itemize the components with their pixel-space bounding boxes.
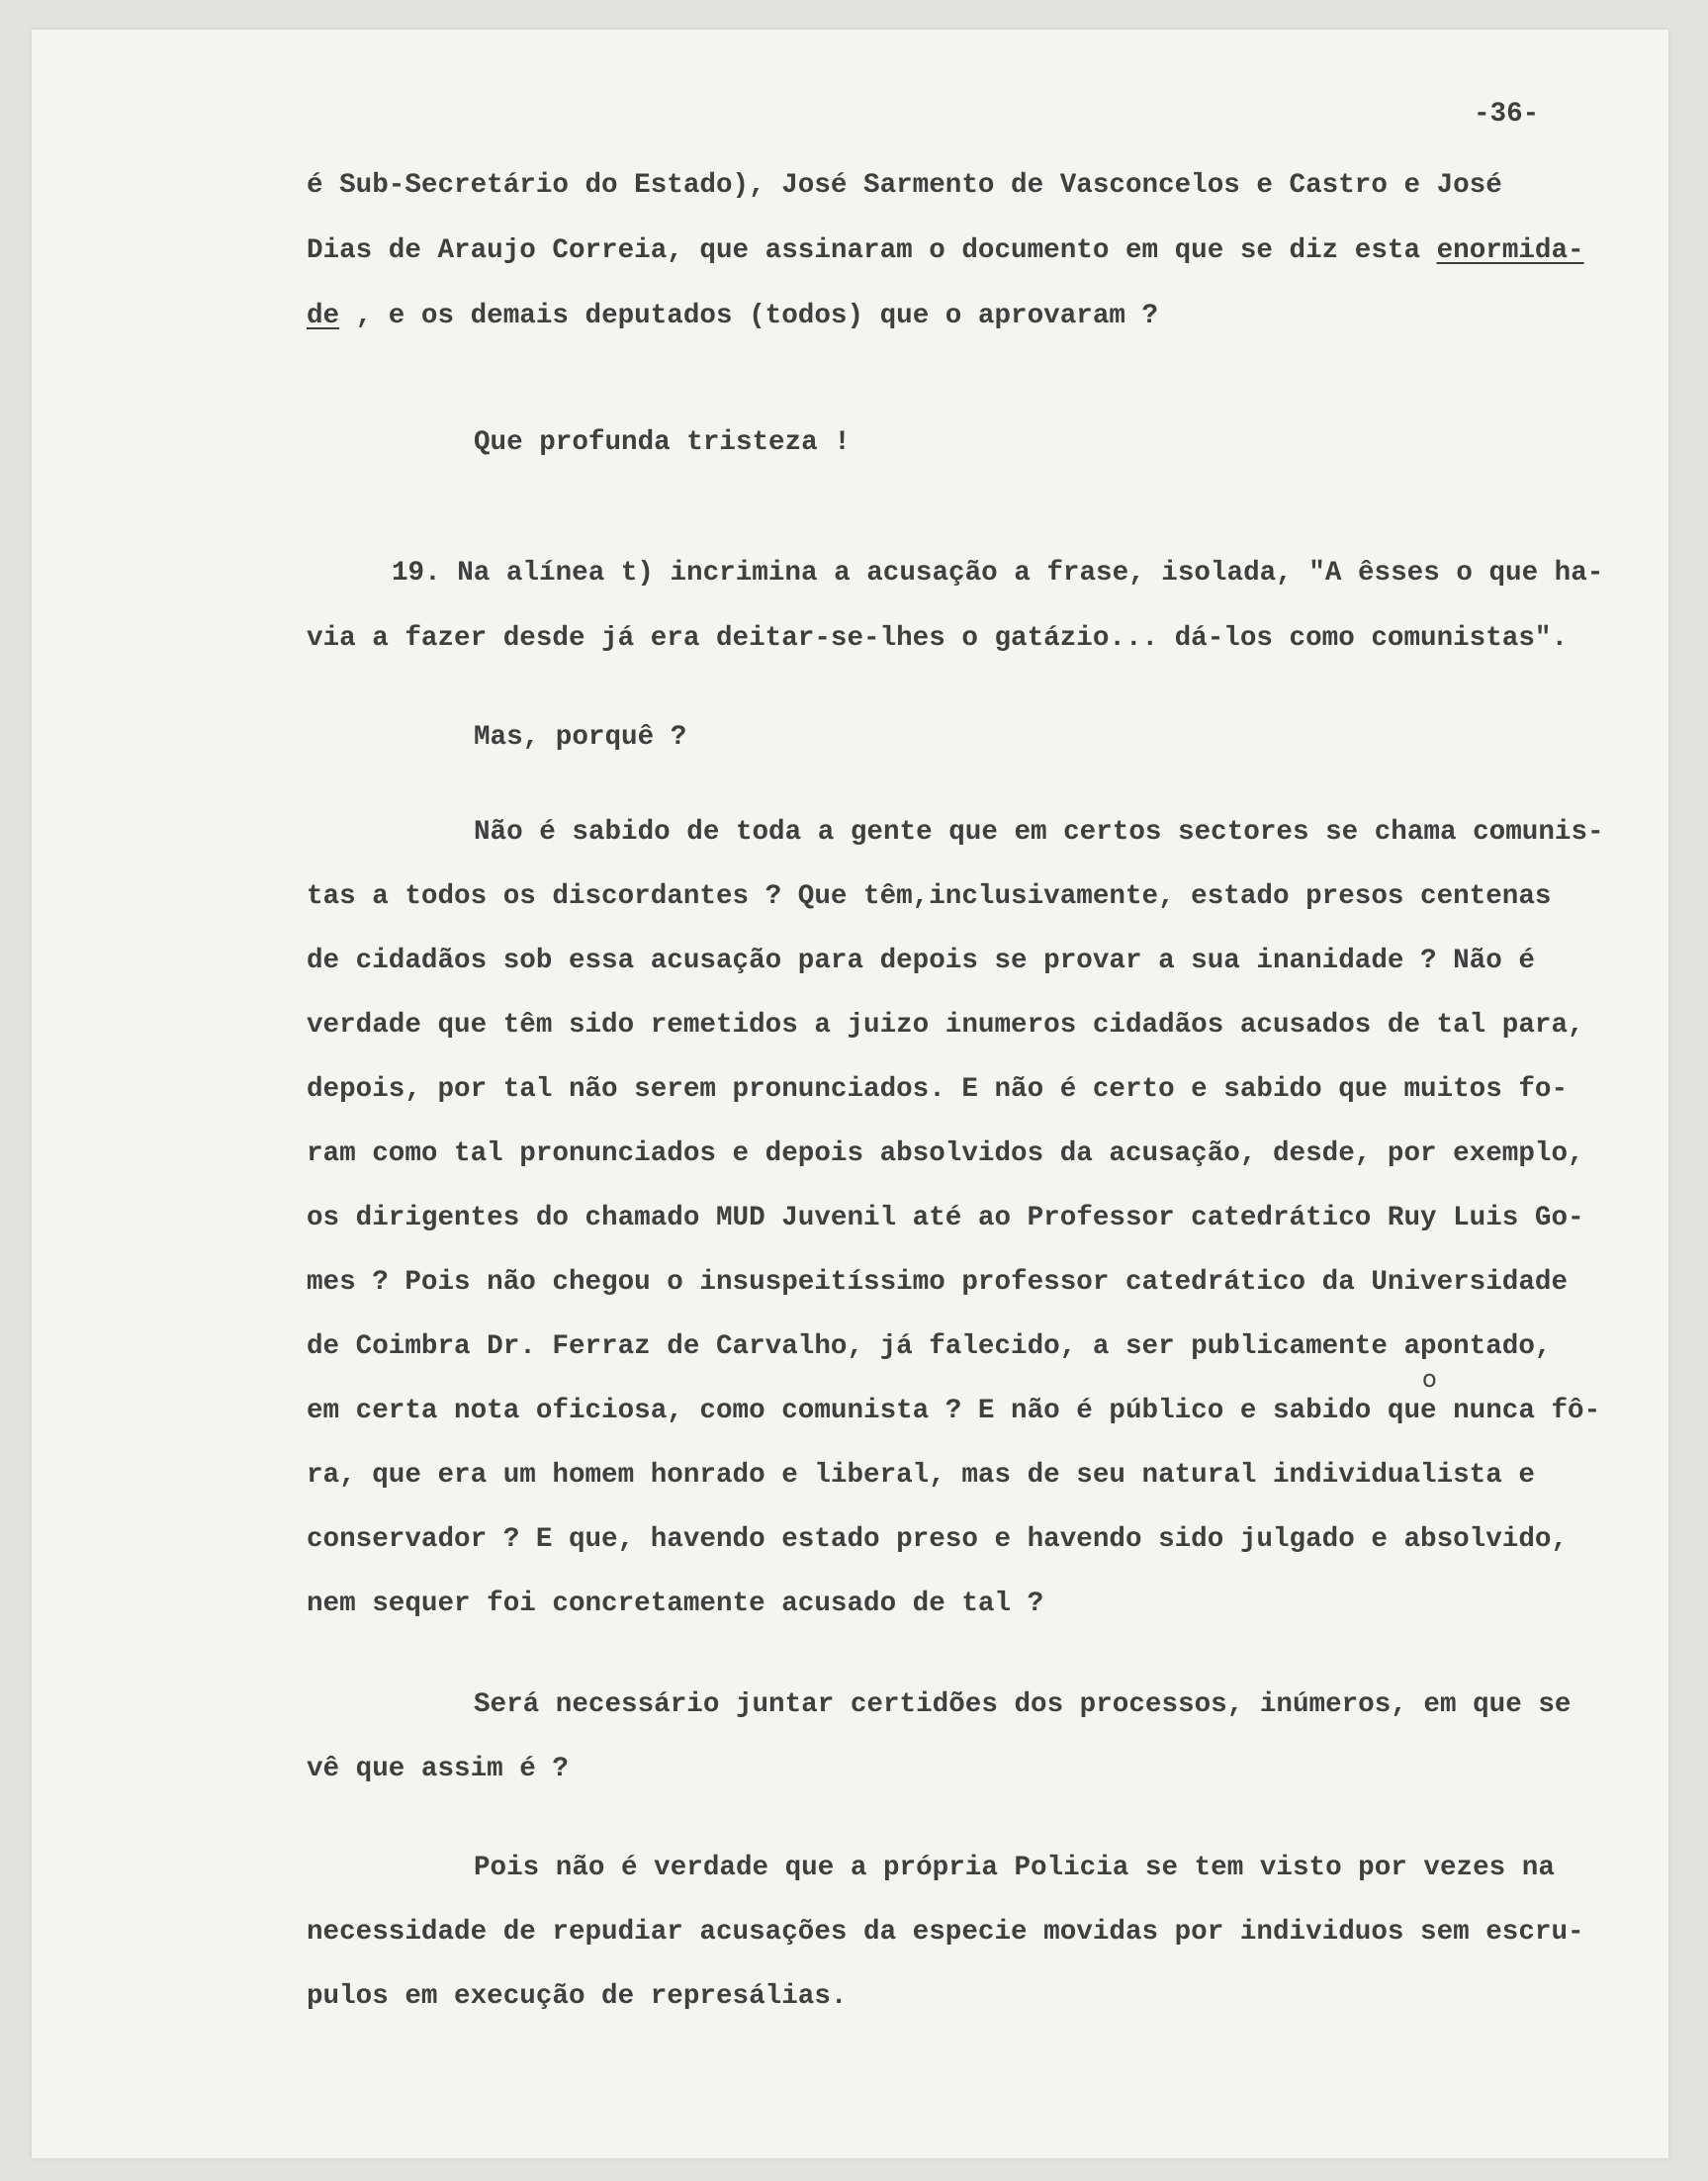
text-line: vê que assim é ? — [307, 1754, 569, 1784]
text-line: é Sub-Secretário do Estado), José Sarmento de Vasconcelos e Castro e José — [307, 170, 1502, 201]
text-line: conservador ? E que, havendo estado preso e havendo sido julgado e absolvido, — [307, 1524, 1569, 1555]
text-line: Será necessário juntar certidões dos processos, inúmeros, em que se — [474, 1689, 1572, 1720]
text-line: via a fazer desde já era deitar-se-lhes o gatázio... dá-los como comunistas". — [307, 623, 1569, 654]
text-line: de Coimbra Dr. Ferraz de Carvalho, já falecido, a ser publicamente apontado, — [307, 1331, 1552, 1362]
text-line: Mas, porquê ? — [474, 722, 687, 753]
text-line: mes ? Pois não chegou o insuspeitíssimo professor catedrático da Universidade — [307, 1267, 1569, 1298]
text-line: de cidadãos sob essa acusação para depois se provar a sua inanidade ? Não é — [307, 946, 1535, 976]
text-line: Dias de Araujo Correia, que assinaram o documento em que se diz esta enormida- — [307, 235, 1584, 266]
text-line: ram como tal pronunciados e depois absolvidos da acusação, desde, por exemplo, — [307, 1138, 1584, 1169]
text-line: pulos em execução de represálias. — [307, 1981, 848, 2012]
page-number: -36- — [1474, 99, 1540, 130]
text-line: em certa nota oficiosa, como comunista ? E não é público e sabido que nunca fô- — [307, 1396, 1601, 1426]
text-line: depois, por tal não serem pronunciados. E não é certo e sabido que muitos fo- — [307, 1074, 1569, 1105]
handwritten-insert: o — [1422, 1365, 1437, 1393]
text-line: Que profunda tristeza ! — [474, 427, 851, 458]
text-line: 19. Na alínea t) incrimina a acusação a frase, isolada, "A êsses o que ha- — [392, 558, 1604, 589]
text-line: os dirigentes do chamado MUD Juvenil até ao Professor catedrático Ruy Luis Go- — [307, 1203, 1584, 1233]
text-line: Não é sabido de toda a gente que em certos sectores se chama comunis- — [474, 817, 1604, 848]
text-line: ra, que era um homem honrado e liberal, mas de seu natural individualista e — [307, 1460, 1535, 1491]
text-line: tas a todos os discordantes ? Que têm,inclusivamente, estado presos centenas — [307, 881, 1552, 912]
text-line: Pois não é verdade que a própria Policia se tem visto por vezes na — [474, 1853, 1555, 1883]
text-line: de , e os demais deputados (todos) que o aprovaram ? — [307, 301, 1159, 331]
text-line: verdade que têm sido remetidos a juizo inumeros cidadãos acusados de tal para, — [307, 1010, 1584, 1041]
text-line: necessidade de repudiar acusações da especie movidas por individuos sem escru- — [307, 1917, 1584, 1948]
text-line: nem sequer foi concretamente acusado de tal ? — [307, 1589, 1044, 1619]
